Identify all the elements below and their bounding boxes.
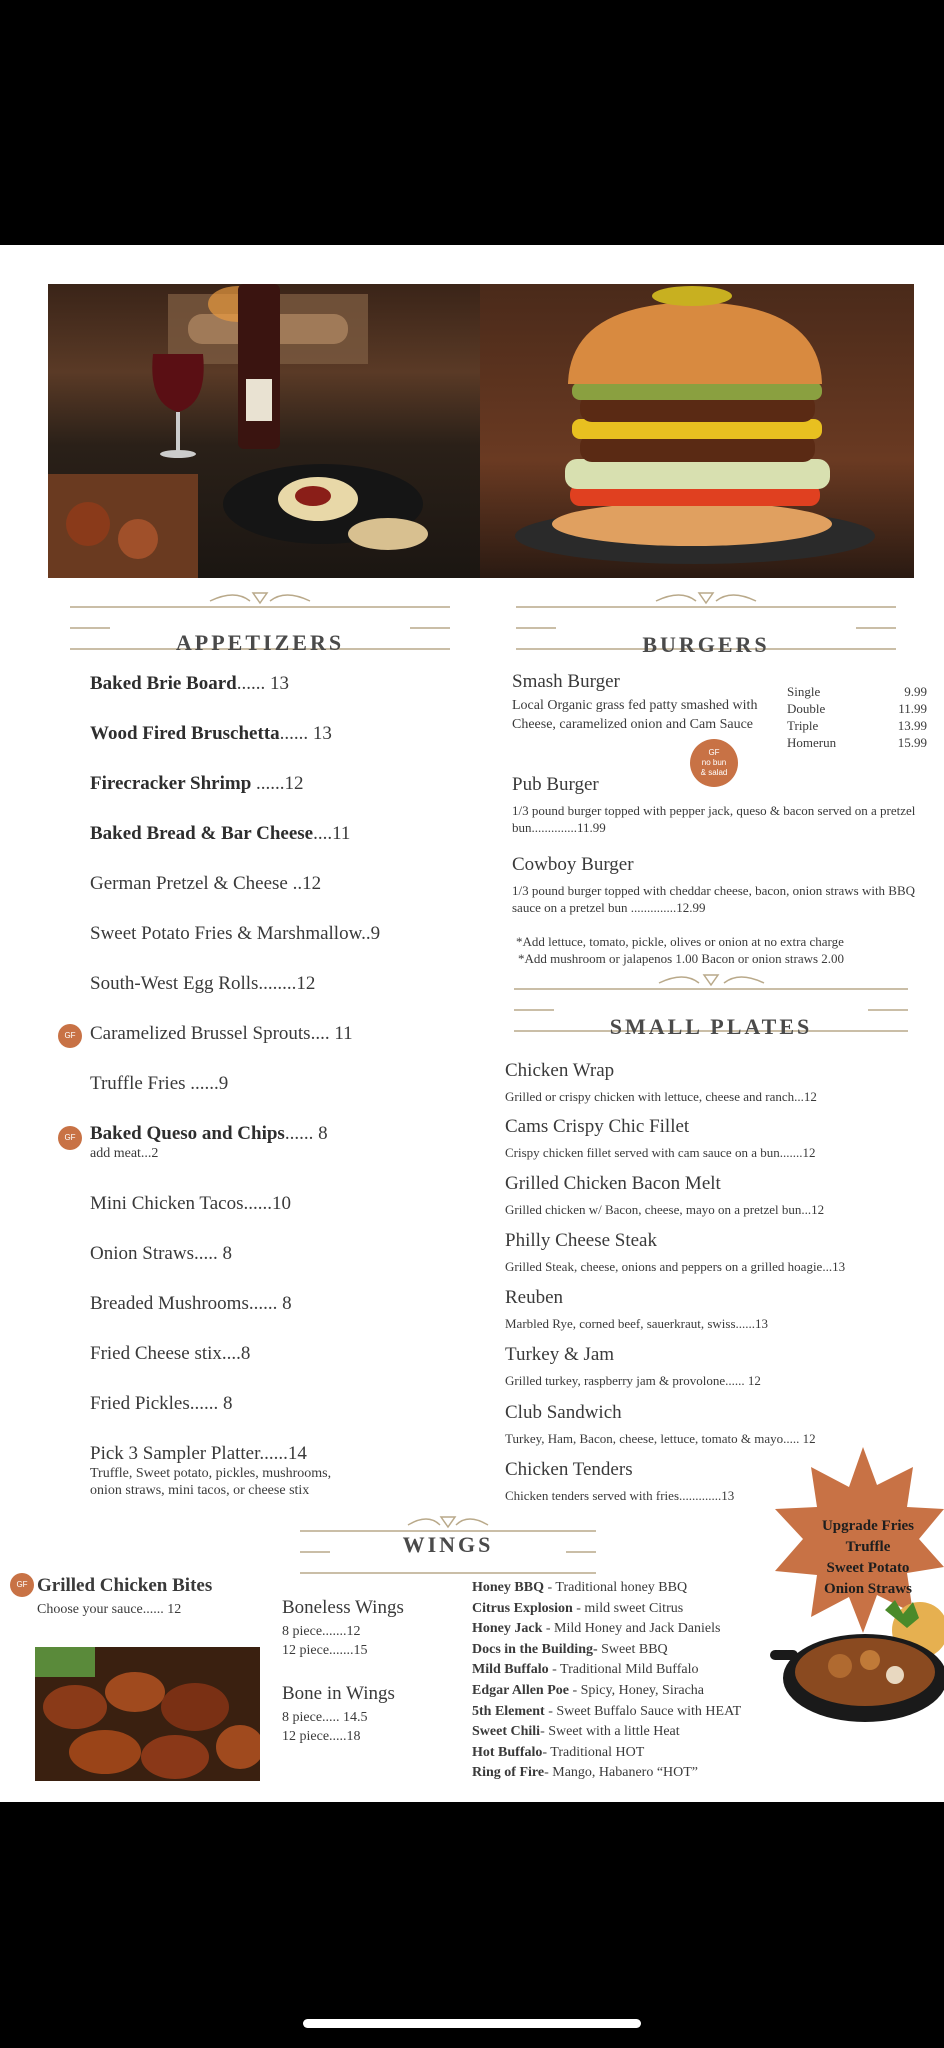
sauce-item bbox=[472, 1660, 698, 1681]
small-plate-name: Philly Cheese Steak bbox=[505, 1230, 657, 1251]
appetizer-name: Truffle Fries ......9 bbox=[90, 1073, 229, 1094]
size-label: Single bbox=[787, 684, 821, 699]
size-label: Homerun bbox=[787, 735, 837, 750]
sauce-desc: Sweet BBQ bbox=[597, 1641, 668, 1657]
burger-photo bbox=[480, 284, 914, 578]
appetizer-item bbox=[90, 923, 380, 945]
gf-badge-brussel: GF bbox=[58, 1024, 82, 1048]
burger-note-2: *Add mushroom or jalapenos 1.00 Bacon or onion straws 2.00 bbox=[518, 951, 845, 966]
appetizer-item bbox=[90, 1393, 233, 1415]
appetizer-sub-2: onion straws, mini tacos, or cheese stix bbox=[90, 1483, 310, 1498]
sauce-name: Citrus Explosion bbox=[472, 1600, 573, 1616]
appetizer-name: South-West Egg Rolls........12 bbox=[90, 973, 316, 994]
sauce-desc: - Sweet with a little Heat bbox=[540, 1724, 680, 1740]
small-plate-desc: Grilled chicken w/ Bacon, cheese, mayo on a pretzel bun...12 bbox=[505, 1202, 825, 1217]
appetizer-name: Breaded Mushrooms...... 8 bbox=[90, 1293, 292, 1314]
upgrade-line-2: Truffle bbox=[845, 1539, 891, 1555]
wings-heading: WINGS bbox=[402, 1532, 494, 1557]
home-indicator[interactable] bbox=[303, 2019, 641, 2028]
sauce-name: Edgar Allen Poe bbox=[472, 1683, 569, 1698]
small-plate-desc: Grilled turkey, raspberry jam & provolone...... 12 bbox=[505, 1373, 761, 1388]
upgrade-line-1: Upgrade Fries bbox=[821, 1518, 915, 1534]
gf-no-bun-line2: no bun bbox=[701, 758, 727, 767]
sauce-name: Honey BBQ bbox=[472, 1580, 544, 1595]
sauce-item bbox=[472, 1763, 698, 1784]
appetizer-price: ...... 13 bbox=[279, 723, 332, 744]
sauce-item bbox=[472, 1578, 687, 1599]
smash-burger-desc: Local Organic grass fed patty smashed with Cheese, caramelized onion and Cam Sauce bbox=[512, 698, 758, 732]
appetizer-item bbox=[90, 1343, 250, 1365]
sauce-item bbox=[472, 1722, 680, 1743]
gf-no-bun-line1: GF bbox=[708, 748, 720, 757]
smash-sizes-table bbox=[787, 683, 927, 751]
smash-burger-name: Smash Burger bbox=[512, 671, 620, 692]
burgers-heading: BURGERS bbox=[642, 632, 770, 657]
appetizer-price: ......12 bbox=[251, 773, 304, 794]
appetizer-item bbox=[90, 1193, 291, 1215]
size-label: Double bbox=[787, 701, 826, 716]
sauce-name: 5th Element bbox=[472, 1703, 545, 1719]
grilled-bites-name: Grilled Chicken Bites bbox=[37, 1575, 213, 1596]
sauce-item bbox=[472, 1681, 704, 1702]
small-plate-name: Reuben bbox=[505, 1287, 564, 1308]
appetizer-item bbox=[90, 723, 332, 745]
small-plate-name: Cams Crispy Chic Fillet bbox=[505, 1116, 690, 1137]
sauce-desc: - Traditional honey BBQ bbox=[543, 1580, 688, 1595]
small-plate-name: Grilled Chicken Bacon Melt bbox=[505, 1173, 721, 1194]
appetizer-item bbox=[90, 823, 350, 845]
sauce-name: Honey Jack bbox=[472, 1621, 543, 1637]
sauce-desc: - Mild Honey and Jack Daniels bbox=[542, 1621, 721, 1637]
small-plate-name: Chicken Wrap bbox=[505, 1060, 615, 1081]
small-plates-heading: SMALL PLATES bbox=[609, 1014, 813, 1039]
small-plate-desc: Grilled or crispy chicken with lettuce, cheese and ranch...12 bbox=[505, 1089, 817, 1104]
sauce-item bbox=[472, 1619, 720, 1640]
sauce-desc: - mild sweet Citrus bbox=[572, 1600, 684, 1616]
gf-badge-bites: GF bbox=[10, 1573, 34, 1597]
appetizer-name: Wood Fired Bruschetta bbox=[90, 723, 280, 744]
appetizer-item bbox=[90, 1023, 353, 1045]
small-plate-name: Turkey & Jam bbox=[505, 1344, 615, 1365]
appetizer-price: ...... 8 bbox=[284, 1123, 328, 1144]
appetizer-price: ....11 bbox=[313, 823, 351, 844]
fries-skillet-photo bbox=[770, 1590, 944, 1730]
pub-burger-desc: 1/3 pound burger topped with pepper jack, queso & bacon served on a pretzel bun..............11.99 bbox=[512, 803, 916, 835]
gf-badge-queso: GF bbox=[58, 1126, 82, 1150]
boneless-wings-name: Boneless Wings bbox=[282, 1597, 404, 1618]
gf-no-bun-badge bbox=[690, 739, 738, 787]
appetizer-name: Fried Cheese stix....8 bbox=[90, 1343, 251, 1364]
size-price: 9.99 bbox=[904, 684, 927, 699]
appetizer-name: Caramelized Brussel Sprouts.... 11 bbox=[90, 1023, 353, 1044]
appetizer-item bbox=[90, 1123, 328, 1162]
small-plate-desc: Crispy chicken fillet served with cam sauce on a bun.......12 bbox=[505, 1145, 816, 1160]
upgrade-text bbox=[800, 1516, 936, 1600]
sauce-desc: - Mango, Habanero “HOT” bbox=[544, 1765, 699, 1781]
appetizer-name: German Pretzel & Cheese ..12 bbox=[90, 873, 322, 894]
bonein-wings-name: Bone in Wings bbox=[282, 1683, 395, 1704]
sauce-desc: - Sweet Buffalo Sauce with HEAT bbox=[544, 1703, 742, 1719]
appetizer-item bbox=[90, 673, 289, 695]
wine-fireplace-photo bbox=[48, 284, 480, 578]
appetizer-item bbox=[90, 973, 315, 995]
appetizer-item bbox=[90, 1293, 292, 1315]
sauce-item bbox=[472, 1599, 683, 1620]
boneless-price-12: 12 piece.......15 bbox=[282, 1643, 368, 1658]
appetizer-sub: Truffle, Sweet potato, pickles, mushrooms, bbox=[90, 1466, 332, 1481]
upgrade-line-4: Onion Straws bbox=[824, 1581, 912, 1597]
gf-no-bun-line3: & salad bbox=[700, 768, 728, 777]
appetizer-name: Baked Brie Board bbox=[90, 673, 237, 694]
appetizer-name: Sweet Potato Fries & Marshmallow..9 bbox=[90, 923, 381, 944]
appetizer-item bbox=[90, 1073, 228, 1095]
size-row bbox=[787, 734, 927, 751]
size-row bbox=[787, 683, 927, 700]
size-price: 11.99 bbox=[898, 701, 927, 716]
appetizer-name: Pick 3 Sampler Platter......14 bbox=[90, 1443, 307, 1464]
menu-page bbox=[0, 245, 944, 1802]
boneless-price-8: 8 piece.......12 bbox=[282, 1624, 361, 1639]
size-price: 13.99 bbox=[897, 718, 927, 733]
sauce-desc: - Traditional HOT bbox=[542, 1744, 645, 1760]
appetizer-item bbox=[90, 1443, 331, 1499]
sauce-desc: - Spicy, Honey, Siracha bbox=[568, 1683, 705, 1698]
sauce-name: Docs in the Building- bbox=[472, 1641, 598, 1657]
appetizer-name: Baked Bread & Bar Cheese bbox=[90, 823, 314, 844]
appetizer-name: Baked Queso and Chips bbox=[90, 1123, 285, 1144]
burger-note-1: *Add lettuce, tomato, pickle, olives or onion at no extra charge bbox=[516, 934, 844, 949]
wings-photo bbox=[35, 1647, 260, 1781]
small-plate-desc: Chicken tenders served with fries.............13 bbox=[505, 1488, 735, 1503]
sauce-item bbox=[472, 1743, 644, 1764]
bonein-price-12: 12 piece.....18 bbox=[282, 1729, 361, 1744]
upgrade-line-3: Sweet Potato bbox=[826, 1560, 910, 1576]
small-plate-name: Chicken Tenders bbox=[505, 1459, 633, 1480]
sauce-item bbox=[472, 1640, 668, 1661]
pub-burger-name: Pub Burger bbox=[512, 774, 599, 795]
size-label: Triple bbox=[787, 718, 819, 733]
appetizer-name: Fried Pickles...... 8 bbox=[90, 1393, 233, 1414]
appetizer-item bbox=[90, 873, 321, 895]
appetizer-item bbox=[90, 1243, 232, 1265]
sauce-desc: - Traditional Mild Buffalo bbox=[548, 1662, 699, 1678]
size-row bbox=[787, 717, 927, 734]
sauce-name: Ring of Fire bbox=[472, 1765, 545, 1781]
size-row bbox=[787, 700, 927, 717]
appetizer-price: ...... 13 bbox=[236, 673, 289, 694]
cowboy-burger-desc: 1/3 pound burger topped with cheddar cheese, bacon, onion straws with BBQ sauce on a pretzel bun ..............12.99 bbox=[512, 883, 916, 915]
cowboy-burger-name: Cowboy Burger bbox=[512, 854, 634, 875]
sauce-name: Mild Buffalo bbox=[472, 1662, 549, 1678]
small-plate-desc: Turkey, Ham, Bacon, cheese, lettuce, tomato & mayo..... 12 bbox=[505, 1431, 816, 1446]
appetizer-sub: add meat...2 bbox=[90, 1146, 159, 1161]
sauce-item bbox=[472, 1702, 741, 1723]
grilled-bites-desc: Choose your sauce...... 12 bbox=[37, 1602, 182, 1617]
small-plate-desc: Marbled Rye, corned beef, sauerkraut, swiss......13 bbox=[505, 1316, 769, 1331]
small-plate-name: Club Sandwich bbox=[505, 1402, 622, 1423]
appetizer-item bbox=[90, 773, 304, 795]
sauce-name: Hot Buffalo bbox=[472, 1744, 543, 1760]
sauce-name: Sweet Chili bbox=[472, 1724, 541, 1740]
appetizer-name: Firecracker Shrimp bbox=[90, 773, 252, 794]
bonein-price-8: 8 piece..... 14.5 bbox=[282, 1710, 368, 1725]
size-price: 15.99 bbox=[897, 735, 927, 750]
appetizer-name: Onion Straws..... 8 bbox=[90, 1243, 232, 1264]
small-plate-desc: Grilled Steak, cheese, onions and peppers on a grilled hoagie...13 bbox=[505, 1259, 846, 1274]
appetizers-heading: APPETIZERS bbox=[175, 630, 345, 655]
appetizer-name: Mini Chicken Tacos......10 bbox=[90, 1193, 291, 1214]
